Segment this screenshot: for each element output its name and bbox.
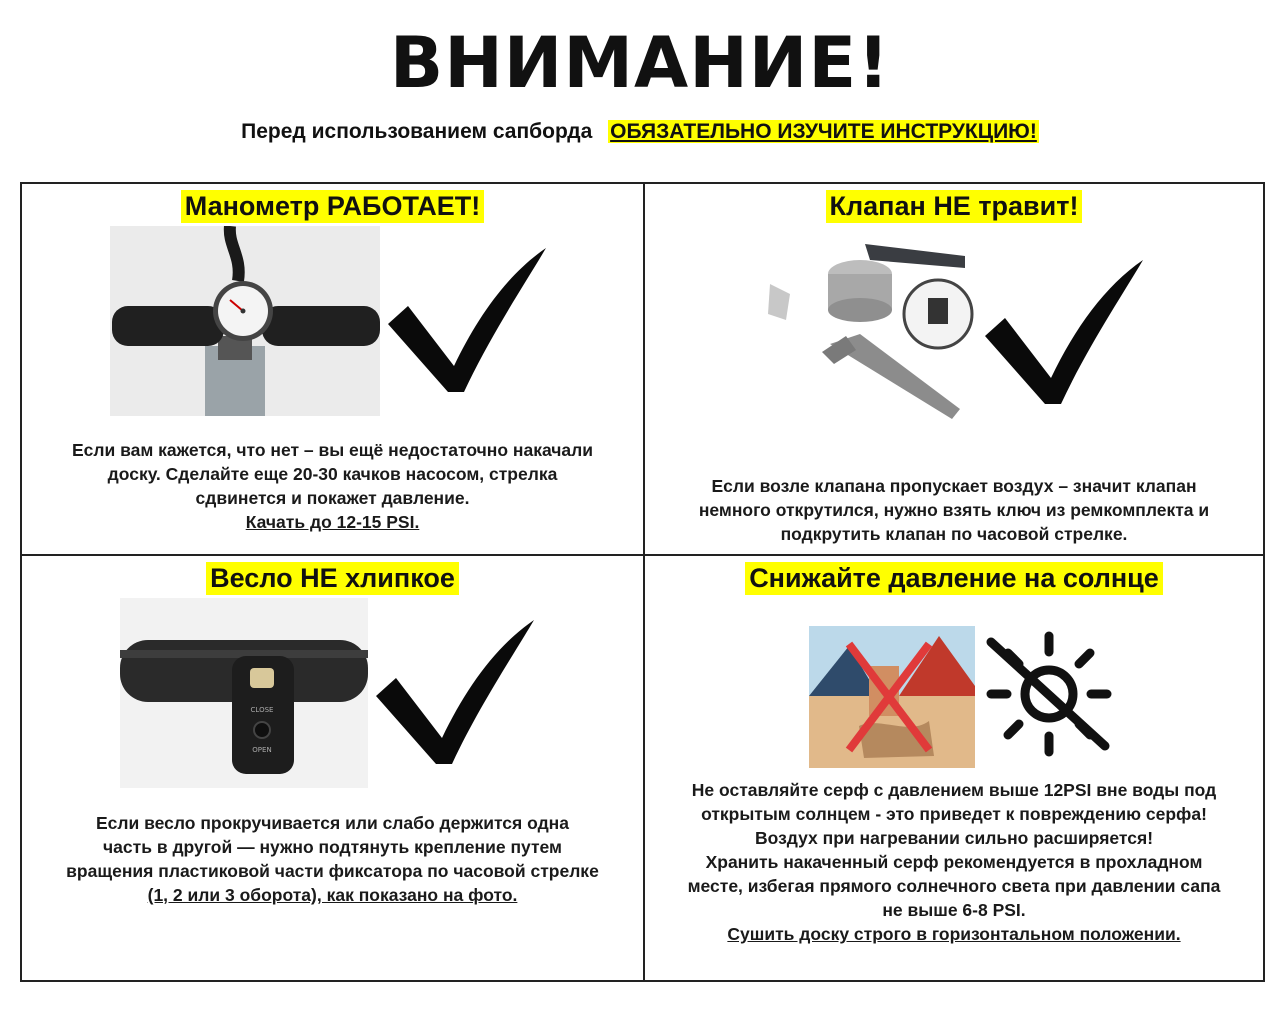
text-line: открытым солнцем - это приведет к повреждению серфа! (701, 804, 1207, 824)
page-title: ВНИМАНИЕ! (389, 22, 891, 104)
valve-wrench-photo (760, 224, 980, 424)
section-paddle-text (22, 811, 643, 907)
text-line: не выше 6-8 PSI. (882, 900, 1026, 920)
instruction-grid (20, 182, 1265, 982)
checkmark-icon (983, 258, 1148, 408)
emphasis-line: Сушить доску строго в горизонтальном положении. (727, 924, 1181, 944)
section-gauge-text (22, 438, 643, 534)
text-line: месте, избегая прямого солнечного света при давлении сапа (687, 876, 1221, 896)
emphasis-line: Качать до 12-15 PSI. (245, 512, 420, 532)
text-line: Если вам кажется, что нет – вы ещё недостаточно накачали (71, 440, 594, 460)
section-sun-text (645, 778, 1263, 946)
section-sun (645, 556, 1263, 980)
subtitle-text: Перед использованием сапборда (241, 120, 593, 143)
text-line: сдвинется и покажет давление. (195, 488, 470, 508)
photo-label-close: CLOSE (250, 706, 274, 714)
beach-crossed-photo (809, 626, 975, 768)
text-line: Если весло прокручивается или слабо держится одна (96, 813, 569, 833)
text-line: подкрутить клапан по часовой стрелке. (780, 524, 1128, 544)
photo-label-open: OPEN (252, 746, 272, 754)
no-sun-icon (983, 628, 1115, 760)
text-line: Хранить накаченный серф рекомендуется в прохладном (705, 852, 1203, 872)
section-gauge (22, 184, 643, 554)
checkmark-icon (386, 246, 551, 396)
section-valve-text (645, 474, 1263, 546)
text-line: Воздух при нагревании сильно расширяется! (754, 828, 1154, 848)
checkmark-icon (374, 618, 539, 768)
text-line: немного открутился, нужно взять ключ из ремкомплекта и (698, 500, 1210, 520)
text-line: Не оставляйте серф с давлением выше 12PSI вне воды под (691, 780, 1217, 800)
paddle-lock-photo (120, 598, 368, 788)
pump-gauge-photo (110, 226, 380, 416)
subtitle-highlight: ОБЯЗАТЕЛЬНО ИЗУЧИТЕ ИНСТРУКЦИЮ! (610, 120, 1037, 143)
text-line: вращения пластиковой части фиксатора по часовой стрелке (66, 861, 599, 881)
text-line: доску. Сделайте еще 20-30 качков насосом, стрелка (107, 464, 558, 484)
emphasis-line: (1, 2 или 3 оборота), как показано на фото. (147, 885, 518, 905)
section-paddle-heading: Весло НЕ хлипкое (206, 562, 459, 595)
page-subtitle (0, 120, 1280, 144)
section-valve-heading: Клапан НЕ травит! (826, 190, 1083, 223)
section-valve (645, 184, 1263, 554)
section-sun-heading: Снижайте давление на солнце (745, 562, 1163, 595)
section-gauge-heading: Манометр РАБОТАЕТ! (181, 190, 484, 223)
text-line: Если возле клапана пропускает воздух – значит клапан (711, 476, 1197, 496)
text-line: часть в другой — нужно подтянуть крепление путем (103, 837, 562, 857)
section-paddle (22, 556, 643, 980)
